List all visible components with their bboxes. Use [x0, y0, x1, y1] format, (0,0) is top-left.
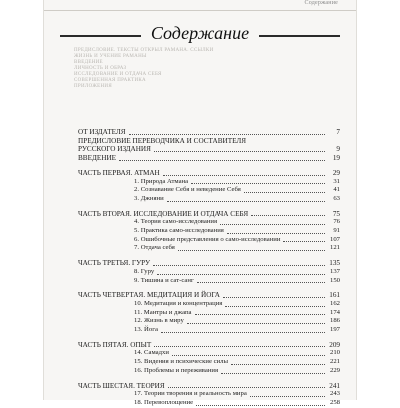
header-strip [44, 0, 356, 11]
toc-entry-label: ОТ ИЗДАТЕЛЯ [78, 128, 126, 136]
toc-entry-page: 150 [329, 276, 340, 284]
toc-entry-label: ЧАСТЬ ШЕСТАЯ. ТЕОРИЯ [78, 381, 165, 390]
dot-leader [153, 265, 325, 266]
toc-entry-part [78, 137, 340, 146]
dot-leader [154, 346, 325, 347]
toc-entry-label: 3. Джняни [134, 194, 164, 202]
toc-entry-chapter [78, 186, 340, 195]
toc-entry-page: 137 [329, 267, 340, 275]
bleed-through-line: ВВЕДЕНИЕ [74, 60, 103, 65]
toc-entry-page: 161 [329, 291, 340, 300]
dot-leader [196, 405, 325, 406]
toc-entry-chapter [78, 358, 340, 367]
toc-entry-label: 2. Сознавание Себя и неведение Себя [134, 186, 241, 194]
toc-entry-part [78, 154, 340, 163]
dot-leader [227, 233, 325, 234]
page-title: Содержание [141, 18, 259, 48]
toc-entry-page: 121 [329, 244, 340, 252]
dot-leader [197, 282, 325, 283]
dot-leader [129, 134, 325, 135]
toc-entry-chapter [78, 227, 340, 236]
toc-entry-page: 241 [329, 381, 340, 390]
toc-entry-label: 10. Медитация и концентрация [134, 299, 223, 307]
toc-entry-chapter [78, 367, 340, 376]
running-head: Содержание [304, 0, 338, 6]
toc-entry-label: 16. Проблемы и переживания [134, 366, 219, 374]
dot-leader [157, 274, 325, 275]
toc-entry-page: 107 [329, 235, 340, 243]
toc-entry-label: 9. Тишина и сат-санг [134, 276, 194, 284]
toc-entry-page: 243 [329, 390, 340, 398]
toc-entry-part [78, 382, 340, 391]
toc-entry-part [78, 291, 340, 300]
toc-entry-page: 135 [329, 259, 340, 268]
toc-entry-part [78, 259, 340, 268]
toc-entry-label: ПРЕДИСЛОВИЕ ПЕРЕВОДЧИКА И СОСТАВИТЕЛЯ [78, 136, 247, 145]
toc-entry-chapter [78, 195, 340, 204]
toc-entry-page: 7 [336, 128, 340, 136]
dot-leader [250, 396, 325, 397]
bleed-through-line: ПРЕДИСЛОВИЕ. ТЕКСТЫ ОТКРЫЛ РАМАНА. ССЫЛКИ [74, 48, 214, 53]
toc-entry-page: 229 [329, 366, 340, 374]
toc-entry-label: 4. Теория само-исследования [134, 218, 218, 226]
title-block [60, 18, 340, 44]
toc-entry-page: 221 [329, 358, 340, 366]
toc-entry-label: 8. Гуру [134, 267, 155, 275]
toc-entry-part [78, 145, 340, 154]
toc-entry-label: ЧАСТЬ ЧЕТВЕРТАЯ. МЕДИТАЦИЯ И ЙОГА [78, 291, 220, 300]
bleed-through-line: ИССЛЕДОВАНИЕ И ОТДАЧА СЕБЯ [74, 72, 162, 77]
toc-entry-page: 9 [336, 145, 340, 154]
toc-entry-label: 18. Перевоплощение [134, 398, 194, 406]
toc-entry-chapter [78, 178, 340, 187]
bleed-through-text [74, 48, 324, 123]
toc-entry-page: 162 [329, 299, 340, 307]
toc-entry-label: 17. Теории творения и реальность мира [134, 390, 247, 398]
toc-entry-page: 29 [332, 168, 340, 177]
table-of-contents [78, 128, 340, 408]
toc-entry-label: 6. Ошибочные представления о само-исследовании [134, 235, 281, 243]
toc-entry-label: 7. Отдача себя [134, 244, 175, 252]
toc-entry-label: 11. Мантры и джапа [134, 308, 192, 316]
dot-leader [119, 160, 325, 161]
toc-entry-label: 1. Природа Атмана [134, 177, 189, 185]
toc-entry-page: 76 [333, 218, 340, 226]
toc-entry-page: 258 [329, 398, 340, 406]
toc-entry-page: 209 [329, 340, 340, 349]
dot-leader [161, 332, 325, 333]
toc-entry-label: ЧАСТЬ ПЕРВАЯ. АТМАН [78, 168, 160, 177]
dot-leader [167, 201, 325, 202]
dot-leader [172, 355, 325, 356]
toc-entry-label: 12. Жизнь в миру [134, 317, 184, 325]
toc-entry-label: 13. Йога [134, 326, 158, 334]
dot-leader [283, 241, 325, 242]
bleed-through-line: ЛИЧНОСТЬ И ОБРАЗ [74, 66, 127, 71]
dot-leader [191, 183, 325, 184]
toc-entry-label: 14. Самадхи [134, 349, 169, 357]
toc-entry-chapter [78, 390, 340, 399]
toc-entry-chapter [78, 349, 340, 358]
dot-leader [178, 250, 325, 251]
toc-entry-chapter [78, 300, 340, 309]
dot-leader [223, 297, 325, 298]
bleed-through-line: СОВЕРШЕННАЯ ПРАКТИКА [74, 78, 146, 83]
toc-entry-label: РУССКОГО ИЗДАНИЯ [78, 145, 151, 154]
toc-entry-page: 19 [332, 154, 340, 163]
book-page [44, 0, 356, 406]
bleed-through-line: ЖИЗНЬ И УЧЕНИЕ РАМАНЫ [74, 54, 147, 59]
toc-entry-chapter [78, 236, 340, 245]
toc-entry-page: 197 [329, 326, 340, 334]
dot-leader [251, 215, 325, 216]
dot-leader [195, 314, 326, 315]
toc-entry-part [78, 210, 340, 219]
toc-entry-part [78, 169, 340, 178]
toc-entry-page: 41 [333, 186, 340, 194]
toc-entry-label: ЧАСТЬ ТРЕТЬЯ. ГУРУ [78, 259, 151, 268]
toc-entry-page: 75 [332, 209, 340, 218]
toc-entry-chapter [78, 277, 340, 286]
toc-entry-label: ЧАСТЬ ВТОРАЯ. ИССЛЕДОВАНИЕ И ОТДАЧА СЕБЯ [78, 209, 249, 218]
toc-entry-chapter [78, 218, 340, 227]
dot-leader [220, 224, 325, 225]
bleed-through-line: ПРИЛОЖЕНИЯ [74, 84, 112, 89]
toc-entry-chapter [78, 399, 340, 408]
dot-leader [163, 175, 325, 176]
toc-entry-chapter [78, 244, 340, 253]
toc-entry-chapter [78, 309, 340, 318]
dot-leader [231, 364, 325, 365]
dot-leader [244, 192, 325, 193]
toc-entry-page: 210 [329, 349, 340, 357]
toc-entry-page: 63 [333, 194, 340, 202]
toc-entry-page: 186 [329, 317, 340, 325]
dot-leader [225, 306, 325, 307]
toc-entry-page: 31 [333, 177, 340, 185]
toc-entry-page: 174 [329, 308, 340, 316]
toc-entry-label: 5. Практика само-исследования [134, 227, 224, 235]
toc-entry-label: 15. Видения и психические силы [134, 358, 228, 366]
toc-entry-label: ЧАСТЬ ПЯТАЯ. ОПЫТ [78, 340, 152, 349]
dot-leader [154, 151, 325, 152]
dot-leader [187, 323, 325, 324]
toc-entry-label: ВВЕДЕНИЕ [78, 154, 117, 163]
dot-leader [221, 373, 325, 374]
toc-entry-chapter [78, 326, 340, 335]
toc-entry-chapter [78, 268, 340, 277]
dot-leader [168, 387, 325, 388]
toc-entry-chapter [78, 317, 340, 326]
toc-entry-part [78, 341, 340, 350]
toc-entry-page: 91 [333, 227, 340, 235]
toc-entry-part [78, 128, 340, 137]
